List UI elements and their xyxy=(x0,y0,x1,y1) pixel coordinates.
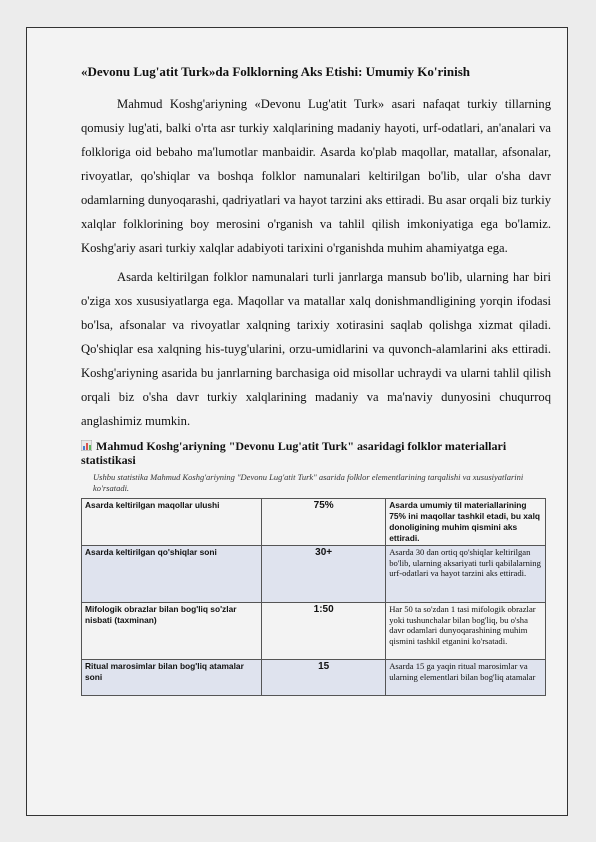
stats-caption: Ushbu statistika Mahmud Koshg'ariyning "Devonu Lug'atit Turk" asarida folklor elementlarining tarqalishi va xususiyatlarini ko'rsatadi. xyxy=(93,472,524,493)
row-value: 15 xyxy=(262,660,386,696)
table-row xyxy=(82,546,546,603)
table-row xyxy=(82,603,546,660)
row-description: Asarda 15 ga yaqin ritual marosimlar va ularning elementlari bilan bog'liq atamalar xyxy=(386,660,546,696)
row-label: Asarda keltirilgan maqollar ulushi xyxy=(82,499,262,546)
row-label: Asarda keltirilgan qo'shiqlar soni xyxy=(82,546,262,603)
table-row xyxy=(82,660,546,696)
row-description: Asarda umumiy til materiallarining 75% ini maqollar tashkil etadi, bu xalq donoligining muhim qismini aks ettiradi. xyxy=(386,499,546,546)
row-value: 75% xyxy=(262,499,386,546)
row-value: 1:50 xyxy=(262,603,386,660)
stats-heading-text: Mahmud Koshg'ariyning "Devonu Lug'atit Turk" asaridagi folklor materiallari statistikasi xyxy=(81,439,507,467)
row-label: Mifologik obrazlar bilan bog'liq so'zlar nisbati (taxminan) xyxy=(82,603,262,660)
row-label: Ritual marosimlar bilan bog'liq atamalar soni xyxy=(82,660,262,696)
row-description: Har 50 ta so'zdan 1 tasi mifologik obrazlar yoki tushunchalar bilan bog'liq, bu o'sha davr odamlari dunyoqarashining muhim qismini tashkil etganini ko'rsatadi. xyxy=(386,603,546,660)
stats-table xyxy=(81,498,546,696)
document-title: «Devonu Lug'atit Turk»da Folklorning Aks Etishi: Umumiy Ko'rinish xyxy=(81,64,471,79)
paragraph-1: Mahmud Koshg'ariyning «Devonu Lug'atit Turk» asari nafaqat turkiy tillarning qomusiy lug'ati, balki o'rta asr turkiy xalqlarining madaniy hayoti, urf-odatlari, an'analari va folkloriga oid bebaho ma'lumotlar manbaidir. Asarda ko'plab maqollar, matallar, afsonalar, rivoyatlar, qo'shiqlar va boshqa folklor namunalari keltirilgan bo'lib, ular o'sha davr odamlarning dunyoqarashi, qadriyatlari va hayot tarzini aks ettiradi. Bu asar orqali biz turkiy xalqlar folklorining boy merosini o'rganish va tahlil qilish imkoniyatiga ega bo'lamiz. Koshg'ariy asari turkiy xalqlar adabiyoti tarixini o'rganishda muhim ahamiyatga ega. xyxy=(81,97,551,255)
stats-heading xyxy=(81,439,551,467)
row-description: Asarda 30 dan ortiq qo'shiqlar keltirilgan bo'lib, ularning aksariyati turli qabilalarning urf-odatlari va hayot tarzini aks ettiradi. xyxy=(386,546,546,603)
document-body xyxy=(81,64,551,696)
row-value: 30+ xyxy=(262,546,386,603)
paragraph-2: Asarda keltirilgan folklor namunalari turli janrlarga mansub bo'lib, ularning har biri o'ziga xos xususiyatlarga ega. Maqollar va matallar xalq donishmandligining yorqin ifodasi bo'lsa, afsonalar va rivoyatlar xalqning tarixiy xotirasini saqlab qolishga xizmat qiladi. Qo'shiqlar esa xalqning his-tuyg'ularini, orzu-umidlarini va quvonch-alamlarini aks ettiradi. Koshg'ariyning asarida bu janrlarning barchasiga oid misollar uchraydi va ularni tahlil qilish orqali biz o'sha davr turkiy xalqlarining madaniy va ma'naviy dunyosini chuqurroq anglashimiz mumkin. xyxy=(81,270,551,428)
bar-chart-icon xyxy=(81,440,92,451)
table-row xyxy=(82,499,546,546)
